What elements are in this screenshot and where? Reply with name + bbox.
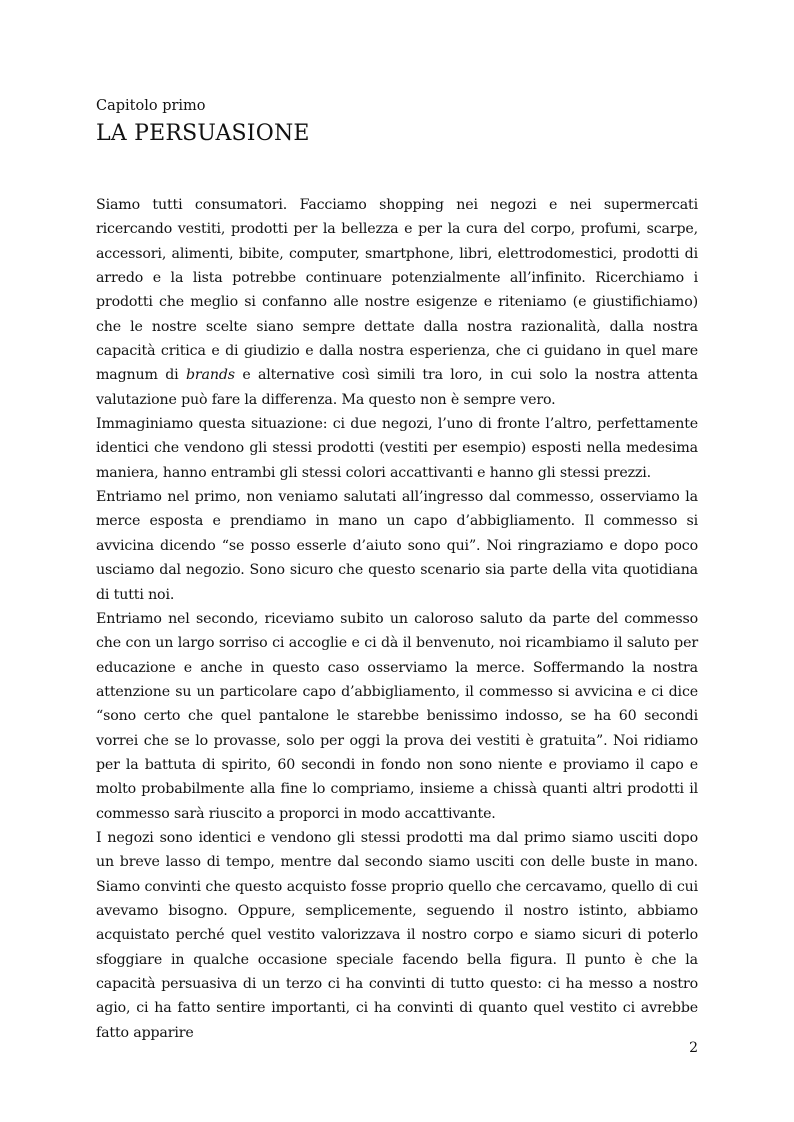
paragraph-5: I negozi sono identici e vendono gli stessi prodotti ma dal primo siamo usciti dopo un breve lasso di tempo, mentre dal secondo siamo usciti con delle buste in mano. Siamo convinti che questo acquisto fosse proprio quello che cercavamo, quello di cui avevamo bisogno. Oppure, semplicemente, seguendo il nostro istinto, abbiamo acquistato perché quel vestito valorizzava il nostro corpo e siamo sicuri di poterlo sfoggiare in qualche occasione speciale facendo bella figura. Il punto è che la capacità persuasiva di un terzo ci ha convinti di tutto questo: ci ha messo a nostro agio, ci ha fatto sentire importanti, ci ha convinti di quanto quel vestito ci avrebbe fatto apparire bbox=[96, 829, 698, 1041]
chapter-label: Capitolo primo bbox=[96, 98, 206, 114]
paragraph-4: Entriamo nel secondo, riceviamo subito un caloroso saluto da parte del commesso che con un largo sorriso ci accoglie e ci dà il benvenuto, noi ricambiamo il saluto per educazione e anche in questo caso osserviamo la merce. Soffermando la nostra attenzione su un particolare capo d’abbigliamento, il commesso si avvicina e ci dice “sono certo che quel pantalone le starebbe benissimo indosso, se ha 60 secondi vorrei che se lo provasse, solo per oggi la prova dei vestiti è gratuita”. Noi ridiamo per la battuta di spirito, 60 secondi in fondo non sono niente e proviamo il capo e molto probabilmente alla fine lo compriamo, insieme a chissà quanti altri prodotti il commesso sarà riuscito a proporci in modo accattivante. bbox=[96, 610, 698, 822]
document-page bbox=[96, 96, 698, 1045]
paragraph-1 bbox=[96, 193, 698, 412]
paragraph-3: Entriamo nel primo, non veniamo salutati all’ingresso dal commesso, osserviamo la merce esposta e prendiamo in mano un capo d’abbigliamento. Il commesso si avvicina dicendo “se posso esserle d’aiuto sono qui”. Noi ringraziamo e dopo poco usciamo dal negozio. Sono sicuro che questo scenario sia parte della vita quotidiana di tutti noi. bbox=[96, 489, 698, 603]
paragraph-1-italic: brands bbox=[185, 367, 235, 384]
chapter-title: LA PERSUASIONE bbox=[96, 121, 310, 146]
paragraph-1-text-a: Siamo tutti consumatori. Facciamo shopping nei negozi e nei supermercati ricercando vestiti, prodotti per la bellezza e per la cura del corpo, profumi, scarpe, accessori, alimenti, bibite, computer, smartphone, libri, elettrodomestici, prodotti di arredo e la lista potrebbe continuare potenzialmente all’infinito. Ricerchiamo i prodotti che meglio si confanno alle nostre esigenze e riteniamo (e giustifichiamo) che le nostre scelte siano sempre dettate dalla nostra razionalità, dalla nostra capacità critica e di giudizio e dalla nostra esperienza, che ci guidano in quel mare magnum di bbox=[96, 197, 698, 384]
paragraph-1-text-b: e alternative così simili tra loro, in cui solo la nostra attenta valutazione può fare la differenza. Ma questo non è sempre vero. bbox=[96, 367, 698, 408]
page-number: 2 bbox=[689, 1040, 698, 1056]
paragraph-2: Immaginiamo questa situazione: ci due negozi, l’uno di fronte l’altro, perfettamente identici che vendono gli stessi prodotti (vestiti per esempio) esposti nella medesima maniera, hanno entrambi gli stessi colori accattivanti e hanno gli stessi prezzi. bbox=[96, 416, 698, 481]
body-text bbox=[96, 193, 698, 1045]
